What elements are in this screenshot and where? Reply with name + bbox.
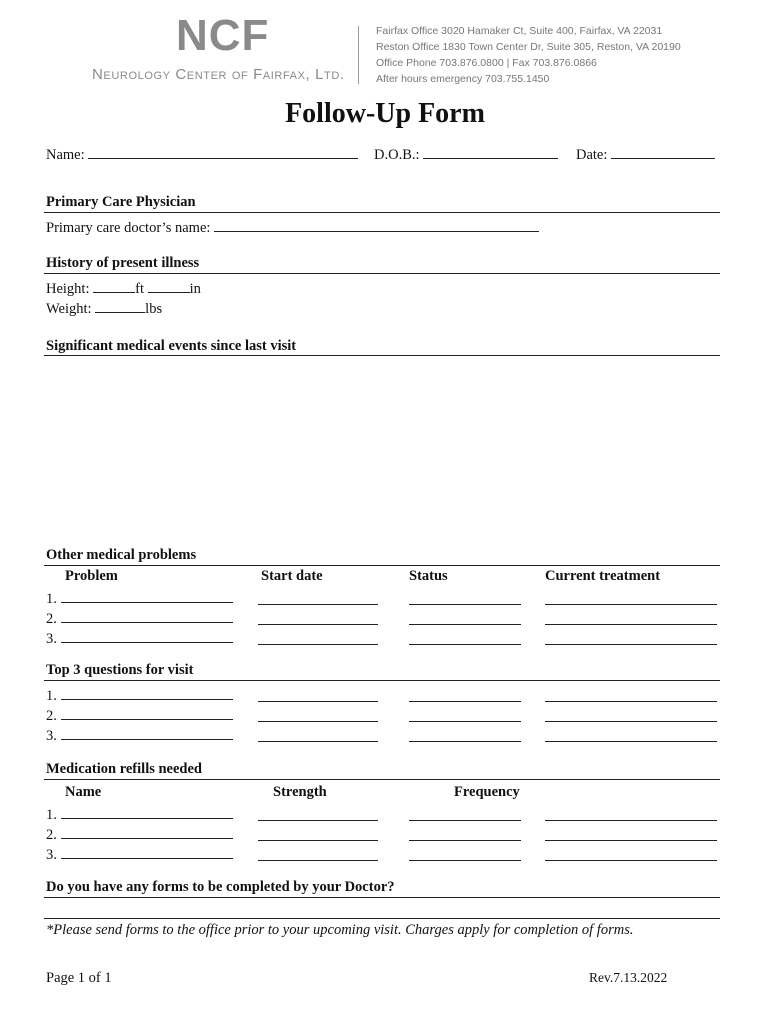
refills-heading: Medication refills needed [46,761,202,777]
logo-mark: NCF [176,11,270,60]
row-number: 3. [46,728,57,744]
status-field[interactable] [409,592,521,605]
problems-row-1 [46,590,233,608]
height-ft-field[interactable] [93,280,135,293]
question-field-col4[interactable] [545,729,717,742]
frequency-field[interactable] [409,848,521,861]
page-number: Page 1 of 1 [46,970,112,986]
date-field[interactable] [611,146,715,159]
row-number: 3. [46,847,57,863]
office-emergency: After hours emergency 703.755.1450 [376,73,550,85]
row-number: 2. [46,827,57,843]
row-number: 1. [46,688,57,704]
strength-field[interactable] [258,848,378,861]
refill-extra-field[interactable] [545,808,717,821]
refills-col-frequency: Frequency [454,784,520,800]
frequency-field[interactable] [409,808,521,821]
weight-label: Weight: [46,301,92,317]
forms-rule [44,897,720,898]
lbs-unit: lbs [145,301,163,317]
office-reston: Reston Office 1830 Town Center Dr, Suite 305, Reston, VA 20190 [376,41,681,53]
pcp-doctor-field[interactable] [214,219,539,232]
forms-answer-line[interactable] [44,918,720,919]
row-number: 1. [46,591,57,607]
question-field-col3[interactable] [409,729,521,742]
refills-row-2 [46,826,233,844]
row-number: 2. [46,611,57,627]
row-number: 1. [46,807,57,823]
pcp-heading: Primary Care Physician [46,194,196,210]
events-heading: Significant medical events since last visit [46,338,297,354]
problems-col-problem: Problem [65,568,118,584]
pcp-doctor-row [46,219,539,237]
start-date-field[interactable] [258,592,378,605]
strength-field[interactable] [258,828,378,841]
refills-rule [44,779,720,780]
events-rule [44,355,720,356]
in-unit: in [189,281,201,297]
row-number: 2. [46,708,57,724]
question-field-col4[interactable] [545,689,717,702]
problem-field[interactable] [61,630,233,643]
height-row [46,280,201,298]
questions-row-2 [46,707,233,725]
question-field[interactable] [61,727,233,740]
status-field[interactable] [409,632,521,645]
dob-field[interactable] [423,146,558,159]
refills-row-1 [46,806,233,824]
treatment-field[interactable] [545,612,717,625]
problem-field[interactable] [61,590,233,603]
problem-field[interactable] [61,610,233,623]
office-fairfax: Fairfax Office 3020 Hamaker Ct, Suite 400, Fairfax, VA 22031 [376,25,663,37]
question-field-col3[interactable] [409,709,521,722]
questions-row-1 [46,687,233,705]
problems-col-treatment: Current treatment [545,568,661,584]
history-rule [44,273,720,274]
refills-row-3 [46,846,233,864]
form-title: Follow-Up Form [285,98,485,129]
pcp-rule [44,212,720,213]
question-field-col2[interactable] [258,689,378,702]
height-label: Height: [46,281,90,297]
problems-col-start: Start date [261,568,323,584]
medication-name-field[interactable] [61,806,233,819]
questions-heading: Top 3 questions for visit [46,662,194,678]
date-label: Date: [576,147,608,163]
refills-col-name: Name [65,784,102,800]
questions-rule [44,680,720,681]
problems-heading: Other medical problems [46,547,197,563]
question-field-col2[interactable] [258,729,378,742]
start-date-field[interactable] [258,632,378,645]
questions-row-3 [46,727,233,745]
events-writing-area[interactable] [46,362,718,542]
revision: Rev.7.13.2022 [589,970,668,985]
start-date-field[interactable] [258,612,378,625]
problems-row-3 [46,630,233,648]
refill-extra-field[interactable] [545,828,717,841]
problems-rule [44,565,720,566]
treatment-field[interactable] [545,632,717,645]
name-label: Name: [46,147,85,163]
name-field[interactable] [88,146,358,159]
problems-row-2 [46,610,233,628]
forms-note: *Please send forms to the office prior to your upcoming visit. Charges apply for completion of forms. [46,922,634,938]
history-heading: History of present illness [46,255,200,271]
logo-subtitle: Neurology Center of Fairfax, Ltd. [92,66,345,83]
date-row [576,146,715,164]
refills-col-strength: Strength [273,784,327,800]
forms-question: Do you have any forms to be completed by your Doctor? [46,879,395,895]
row-number: 3. [46,631,57,647]
question-field-col3[interactable] [409,689,521,702]
weight-field[interactable] [95,300,145,313]
medication-name-field[interactable] [61,846,233,859]
frequency-field[interactable] [409,828,521,841]
dob-label: D.O.B.: [374,147,420,163]
header-divider [358,26,359,84]
weight-row [46,300,162,318]
office-phone: Office Phone 703.876.0800 | Fax 703.876.0866 [376,57,597,69]
medication-name-field[interactable] [61,826,233,839]
refill-extra-field[interactable] [545,848,717,861]
name-row [46,146,358,164]
dob-row [374,146,558,164]
height-in-field[interactable] [148,280,190,293]
question-field[interactable] [61,707,233,720]
status-field[interactable] [409,612,521,625]
pcp-doctor-label: Primary care doctor’s name: [46,220,211,236]
strength-field[interactable] [258,808,378,821]
ft-unit: ft [135,281,144,297]
problems-col-status: Status [409,568,448,584]
question-field[interactable] [61,687,233,700]
question-field-col2[interactable] [258,709,378,722]
question-field-col4[interactable] [545,709,717,722]
treatment-field[interactable] [545,592,717,605]
